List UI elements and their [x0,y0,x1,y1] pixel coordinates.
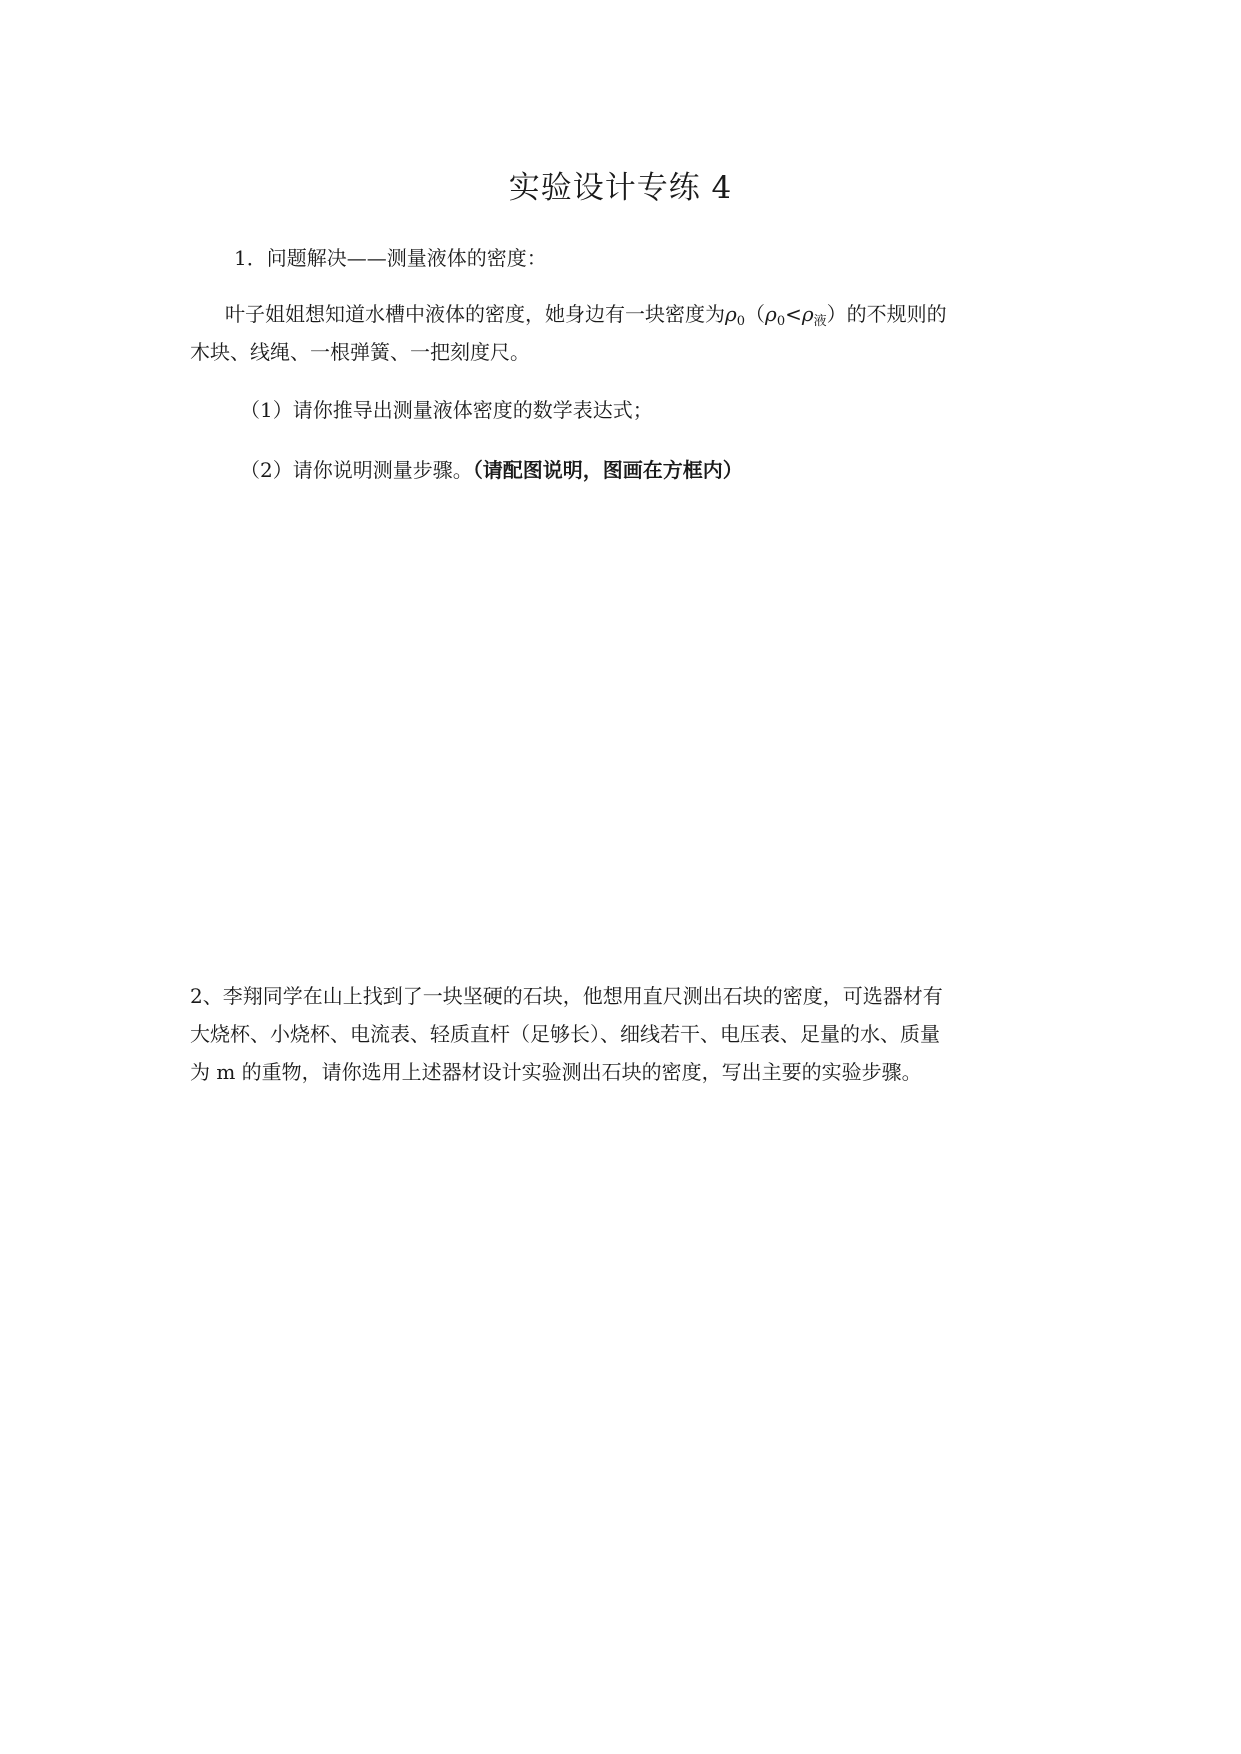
rho-symbol: ρ [765,302,777,326]
question-1-subquestion-1: （1）请你推导出测量液体密度的数学表达式； [240,398,653,422]
less-than-sign: < [785,302,802,326]
question-2-line-1: 2、李翔同学在山上找到了一块坚硬的石块，他想用直尺测出石块的密度，可选器材有 [190,984,943,1008]
subquestion-2-text: （2）请你说明测量步骤。 [240,458,473,482]
question-1-subquestion-2 [240,454,743,486]
open-paren: （ [745,302,766,326]
question-1-body-text: 叶子姐姐想知道水槽中液体的密度，她身边有一块密度为 [225,302,725,326]
rho-subscript-0: 0 [776,314,786,329]
question-2-line-2: 大烧杯、小烧杯、电流表、轻质直杆（足够长）、细线若干、电压表、足量的水、质量 [190,1022,940,1046]
rho-symbol: ρ [725,302,737,326]
question-1-heading: 1．问题解决——测量液体的密度： [234,246,547,270]
rho-symbol: ρ [801,302,814,326]
question-1-body-line-2: 木块、线绳、一根弹簧、一把刻度尺。 [190,340,530,364]
question-2-line-3: 为 m 的重物，请你选用上述器材设计实验测出石块的密度，写出主要的实验步骤。 [190,1060,922,1084]
rho-subscript-0: 0 [736,314,746,329]
subquestion-2-note: （请配图说明，图画在方框内） [472,458,743,482]
question-1-body-text-end: ）的不规则的 [826,302,947,326]
page-title: 实验设计专练 4 [508,170,733,206]
question-1-body-line-1 [225,298,947,338]
rho-subscript-liquid: 液 [813,314,827,329]
